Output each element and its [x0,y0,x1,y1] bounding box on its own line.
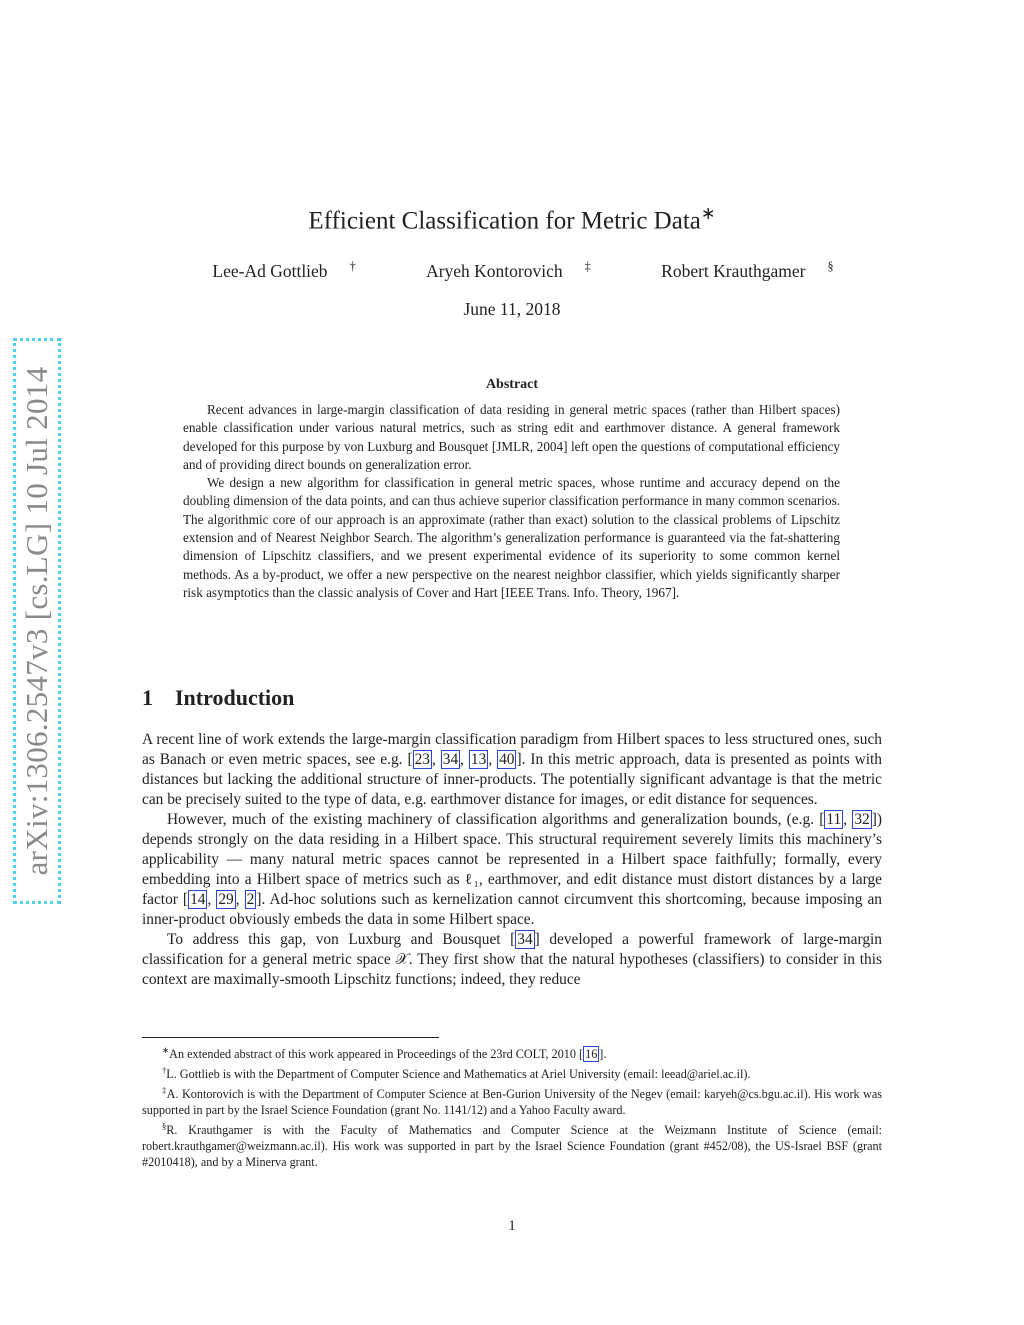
author: Robert Krauthgamer § [661,259,834,281]
footnotes [142,1042,882,1170]
author: Lee-Ad Gottlieb † [212,259,356,281]
section-title: Introduction [175,685,295,710]
citation-link[interactable]: 40 [499,751,515,768]
citation-link[interactable]: 32 [854,811,870,828]
section-number: 1 [142,685,153,710]
footnote-rule [142,1037,439,1038]
body-paragraph: However, much of the existing machinery of classification algorithms and generalization bounds, (e.g. [ 11 , 32 ]) depends strongly on the data residing in a Hilbert space. This structural requirement severely limits this machinery’s applicability — many natural metric spaces cannot be represented in a Hilbert space faithfully; formally, every embedding into a Hilbert space of metrics such as ℓ₁, earthmover, and edit distance must distort distances by a large factor [ 14 , 29 , 2 ]. Ad-hoc solutions such as kernelization cannot circumvent this shortcoming, because imposing an inner-product obviously embeds the data in some Hilbert space. [142,811,883,928]
citation-link[interactable]: 23 [414,751,430,768]
footnote: †L. Gottlieb is with the Department of Computer Science and Mathematics at Ariel University (email: leead@ariel.ac.il). [162,1065,751,1082]
abstract-paragraph: Recent advances in large-margin classification of data residing in general metric spaces (rather than Hilbert spaces) enable classification under various natural metrics, such as string edit and earthmover distance. A general framework developed for this purpose by von Luxburg and Bousquet [JMLR, 2004] left open the questions of computational efficiency and of providing direct bounds on generalization error. [183,402,840,472]
arxiv-stamp [13,338,61,904]
citation-link[interactable]: 11 [826,811,842,828]
citation-link[interactable]: 34 [517,931,533,948]
citation-link[interactable]: 29 [218,891,234,908]
author-list [0,259,1024,282]
abstract-paragraph: We design a new algorithm for classification in general metric spaces, whose runtime and accuracy depend on the doubling dimension of the data points, and can thus achieve superior classification performance in many common scenarios. The algorithmic core of our approach is an approximate (rather than exact) solution to the classical problems of Lipschitz extension and of Nearest Neighbor Search. The algorithm’s generalization performance is guaranteed via the fat-shattering dimension of Lipschitz classifiers, and we present experimental evidence of its superiority to some common kernel methods. As a by-product, we offer a new perspective on the nearest neighbor classifier, which yields significantly sharper risk asymptotics than the classic analysis of Cover and Hart [IEEE Trans. Info. Theory, 1967]. [183,475,840,600]
title-footnote-mark: ∗ [700,203,716,223]
paper-date: June 11, 2018 [463,299,561,319]
paper-title: Efficient Classification for Metric Data∗ [308,203,716,235]
citation-link[interactable]: 16 [585,1047,598,1062]
page-number: 1 [508,1218,516,1234]
section-heading [142,685,294,711]
abstract-heading: Abstract [485,377,539,392]
author: Aryeh Kontorovich ‡ [426,259,591,281]
body-paragraph: To address this gap, von Luxburg and Bousquet [ 34 ] developed a powerful framework of large-margin classification for a general metric space 𝒳. They first show that the natural hypotheses (classifiers) to consider in this context are maximally-smooth Lipschitz functions; indeed, they reduce [142,931,882,988]
footnote: §R. Krauthgamer is with the Faculty of Mathematics and Computer Science at the Weizmann Institute of Science (email: robert.krauthgamer@weizmann.ac.il). His work was supported in part by the Israel Science Foundation (grant #452/08), the US-Israel BSF (grant #2010418), and by a Minerva grant. [142,1121,882,1170]
abstract [183,401,840,602]
citation-link[interactable]: 34 [442,751,459,768]
citation-link[interactable]: 2 [246,891,255,908]
body-paragraph: A recent line of work extends the large-margin classification paradigm from Hilbert spaces to less structured ones, such as Banach or even metric spaces, see e.g. [ 23 , 34 , 13 , 40 ]. In this metric approach, data is presented as points with distances but lacking the additional structure of inner-products. The potentially significant advantage is that the metric can be precisely suited to the type of data, e.g. earthmover distance for images, or edit distance for sequences. [142,731,883,808]
citation-link[interactable]: 13 [470,751,487,768]
footnote: ∗An extended abstract of this work appeared in Proceedings of the 23rd COLT, 2010 [ 16 ]. [162,1045,607,1062]
footnote: ‡A. Kontorovich is with the Department of Computer Science at Ben-Gurion University of the Negev (email: karyeh@cs.bgu.ac.il). His work was supported in part by the Israel Science Foundation (grant No. 1141/12) and a Yahoo Faculty award. [142,1085,883,1118]
citation-link[interactable]: 14 [190,891,206,908]
body-text [142,730,882,990]
arxiv-stamp-text: arXiv:1306.2547v3 [cs.LG] 10 Jul 2014 [19,366,54,876]
